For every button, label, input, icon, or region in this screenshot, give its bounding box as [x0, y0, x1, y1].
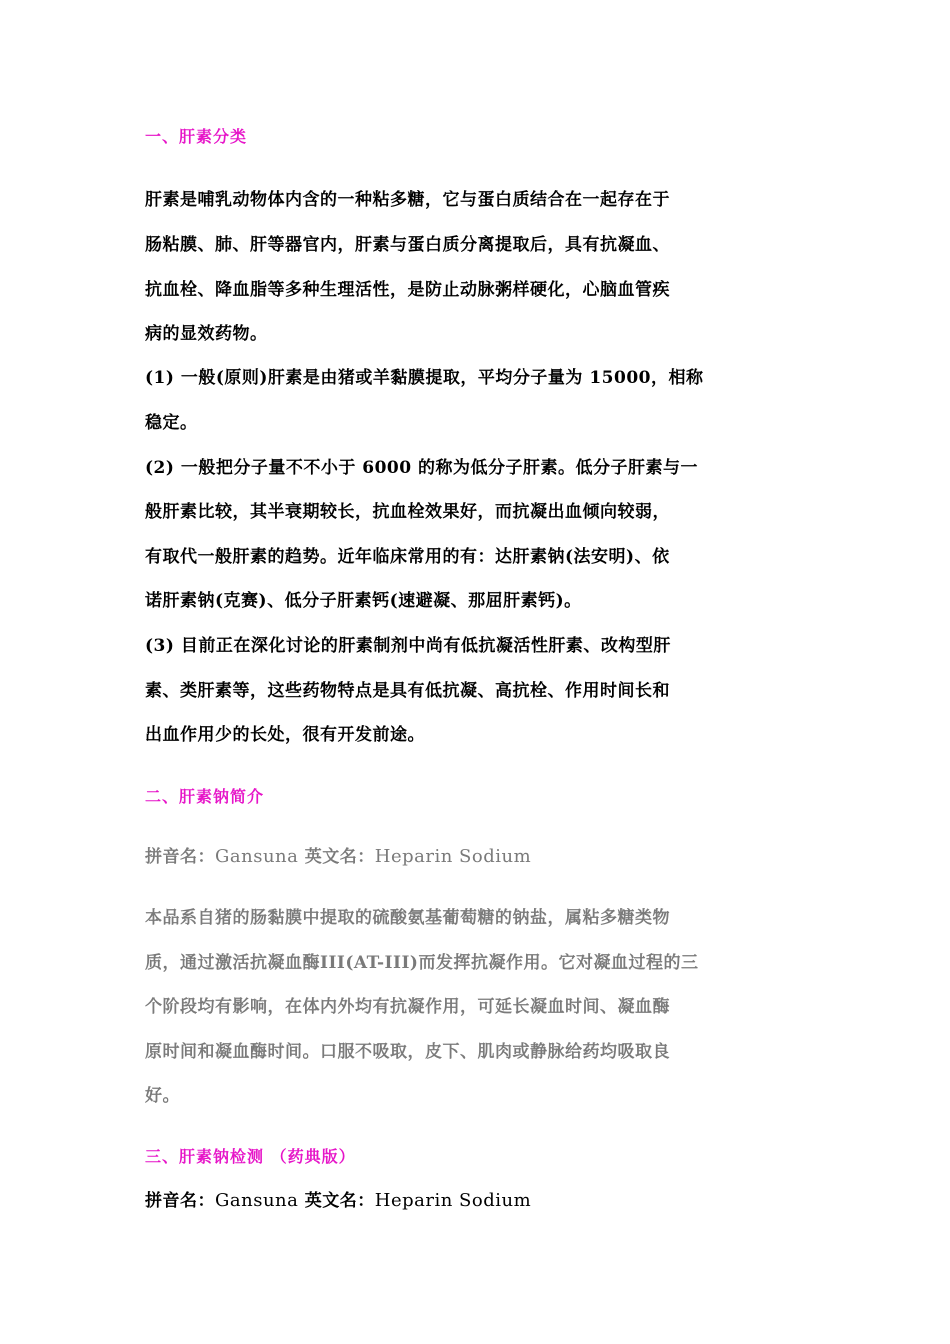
english-value: Heparin Sodium	[374, 1190, 532, 1211]
section2-para-line-4: 原时间和凝血酶时间。口服不吸取，皮下、肌肉或静脉给药均吸取良	[145, 1042, 670, 1062]
section3-name-line	[145, 1189, 531, 1213]
section2-para-line-1: 本品系自猪的肠黏膜中提取的硫酸氨基葡萄糖的钠盐，属粘多糖类物	[145, 908, 670, 928]
pinyin-value: Gansuna	[215, 846, 299, 867]
item2-line-2: 般肝素比较，其半衰期较长，抗血栓效果好，而抗凝出血倾向较弱，	[145, 502, 670, 522]
item2-line-1: (2) 一般把分子量不不小于 6000 的称为低分子肝素。低分子肝素与一	[145, 458, 698, 478]
item3-line-1: (3) 目前正在深化讨论的肝素制剂中尚有低抗凝活性肝素、改构型肝	[145, 636, 671, 656]
item3-line-3: 出血作用少的长处，很有开发前途。	[145, 725, 425, 745]
section2-para-line-2: 质，通过激活抗凝血酶III(AT-III)而发挥抗凝作用。它对凝血过程的三	[145, 953, 699, 973]
section1-para-line-1: 肝素是哺乳动物体内含的一种粘多糖，它与蛋白质结合在一起存在于	[145, 190, 670, 210]
item2-line-4: 诺肝素钠(克赛)、低分子肝素钙(速避凝、那屈肝素钙)。	[145, 591, 582, 611]
item1-line-1: (1) 一般(原则)肝素是由猪或羊黏膜提取，平均分子量为 15000，相称	[145, 368, 704, 388]
section1-para-line-2: 肠粘膜、肺、肝等器官内，肝素与蛋白质分离提取后，具有抗凝血、	[145, 235, 670, 255]
pinyin-label: 拼音名：	[145, 847, 215, 867]
item1-line-2: 稳定。	[145, 413, 198, 433]
english-value: Heparin Sodium	[374, 846, 532, 867]
pinyin-value: Gansuna	[215, 1190, 299, 1211]
section3-heading: 三、肝素钠检测 （药典版）	[145, 1147, 356, 1166]
section1-para-line-4: 病的显效药物。	[145, 324, 268, 344]
item3-line-2: 素、类肝素等，这些药物特点是具有低抗凝、高抗栓、作用时间长和	[145, 681, 670, 701]
section1-para-line-3: 抗血栓、降血脂等多种生理活性，是防止动脉粥样硬化，心脑血管疾	[145, 280, 670, 300]
item2-line-3: 有取代一般肝素的趋势。近年临床常用的有：达肝素钠(法安明)、依	[145, 547, 670, 567]
section1-heading: 一、肝素分类	[145, 127, 248, 146]
section2-para-line-5: 好。	[145, 1086, 180, 1106]
section2-para-line-3: 个阶段均有影响，在体内外均有抗凝作用，可延长凝血时间、凝血酶	[145, 997, 670, 1017]
english-label: 英文名：	[304, 1191, 375, 1211]
section2-heading: 二、肝素钠简介	[145, 787, 265, 806]
section2-name-line	[145, 845, 531, 869]
pinyin-label: 拼音名：	[145, 1191, 215, 1211]
english-label: 英文名：	[304, 847, 375, 867]
